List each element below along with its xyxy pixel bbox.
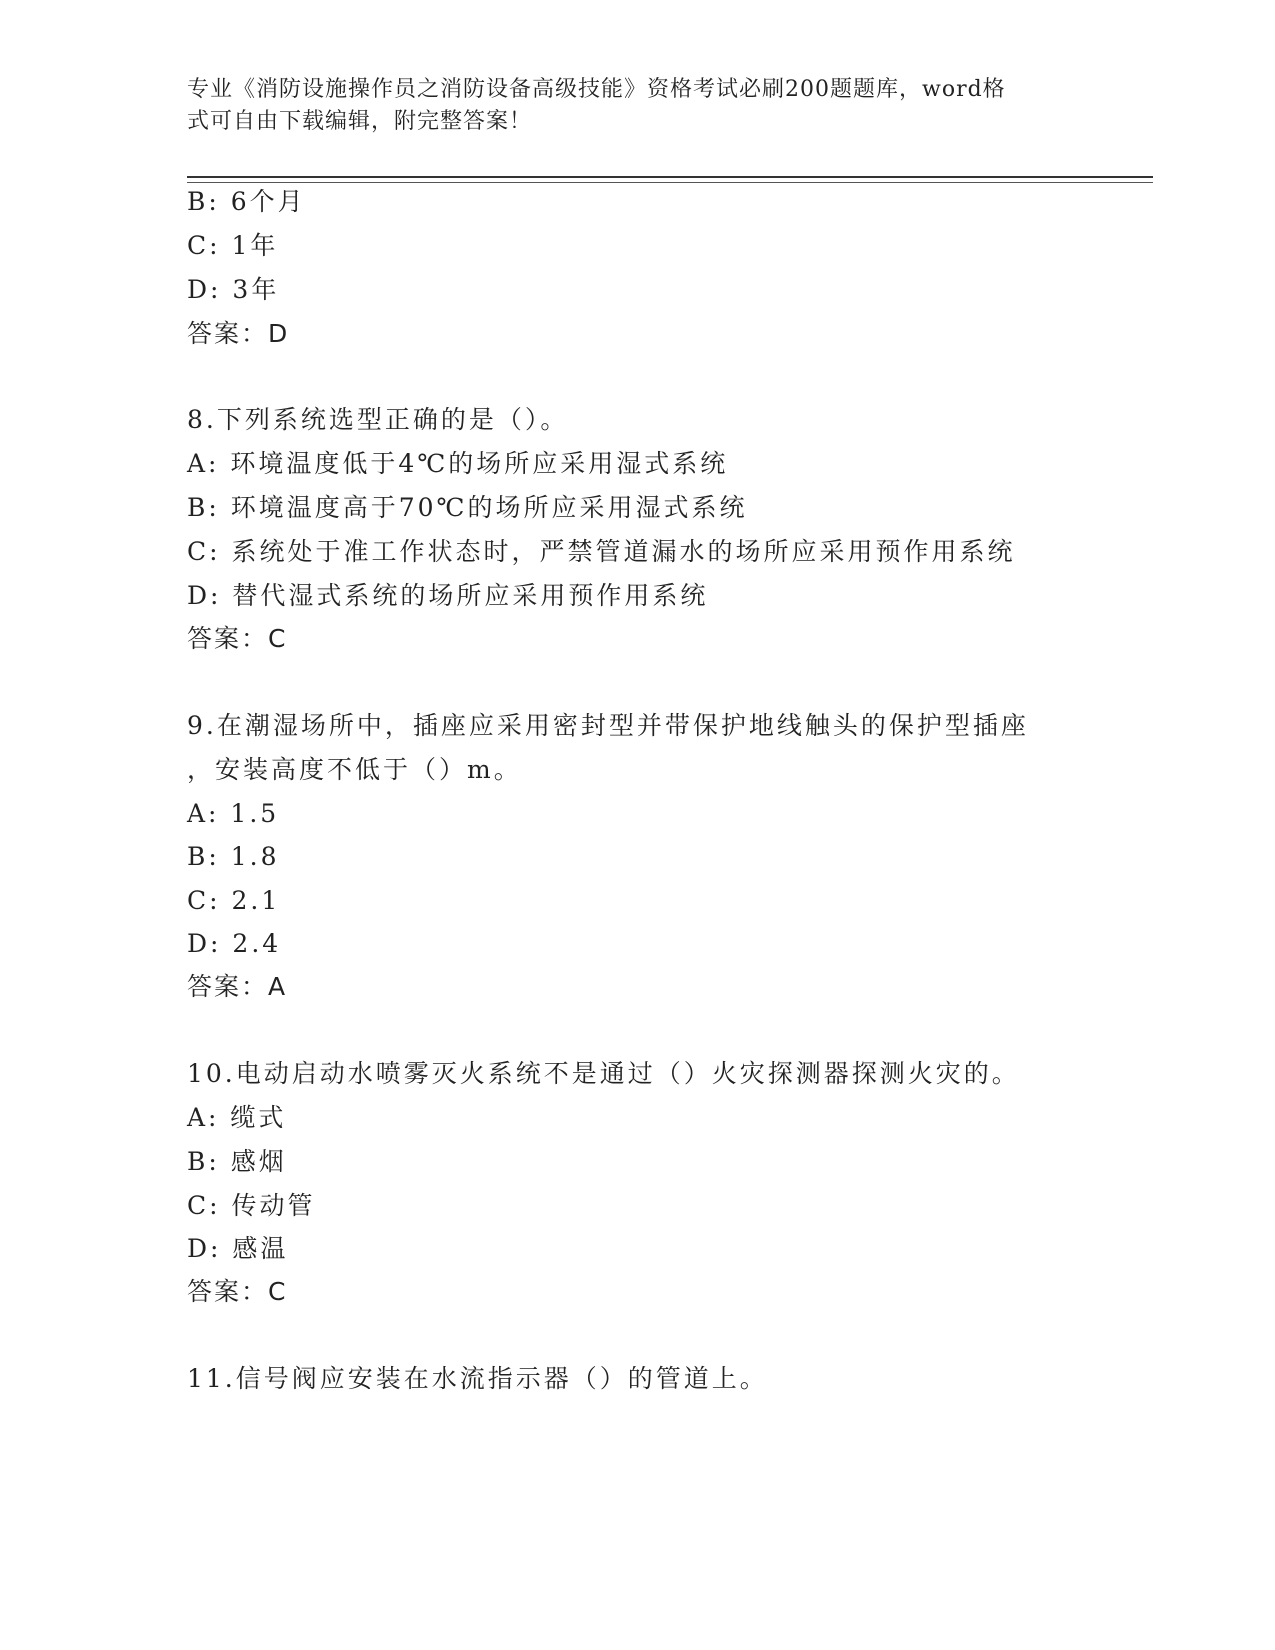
header-divider-thin [187,182,1153,183]
q7-option-d: D: 3年 [187,275,280,304]
q8-option-d: D: 替代湿式系统的场所应采用预作用系统 [187,581,709,610]
q9-answer: 答案：A [187,972,288,1001]
q10-option-b: B: 感烟 [187,1147,287,1176]
q7-option-c: C: 1年 [187,231,279,260]
q7-option-b: B: 6个月 [187,187,306,216]
header-title-line-2: 式可自由下载编辑，附完整答案！ [187,109,533,134]
q10-answer: 答案：C [187,1277,288,1306]
header-divider-thick [187,176,1153,178]
q8-question: 8.下列系统选型正确的是（）。 [187,405,569,434]
q9-option-a: A: 1.5 [187,799,280,828]
q8-option-a: A: 环境温度低于4℃的场所应采用湿式系统 [187,449,729,478]
q10-question: 10.电动启动水喷雾灭火系统不是通过（）火灾探测器探测火灾的。 [187,1059,1020,1088]
q9-question-line-2: ，安装高度不低于（）m。 [187,755,522,784]
q8-option-c: C: 系统处于准工作状态时，严禁管道漏水的场所应采用预作用系统 [187,537,1016,566]
q8-option-b: B: 环境温度高于70℃的场所应采用湿式系统 [187,493,748,522]
header-title-line-1: 专业《消防设施操作员之消防设备高级技能》资格考试必刷200题题库，word格 [187,77,1006,102]
q10-option-d: D: 感温 [187,1234,289,1263]
q9-option-d: D: 2.4 [187,929,282,958]
q7-answer: 答案：D [187,319,290,348]
q9-option-b: B: 1.8 [187,842,280,871]
q11-question: 11.信号阀应安装在水流指示器（）的管道上。 [187,1364,768,1393]
q10-option-a: A: 缆式 [187,1103,287,1132]
q9-question-line-1: 9.在潮湿场所中，插座应采用密封型并带保护地线触头的保护型插座 [187,711,1029,740]
q8-answer: 答案：C [187,624,288,653]
q10-option-c: C: 传动管 [187,1191,316,1220]
document-header [187,74,1067,138]
q9-option-c: C: 2.1 [187,886,281,915]
